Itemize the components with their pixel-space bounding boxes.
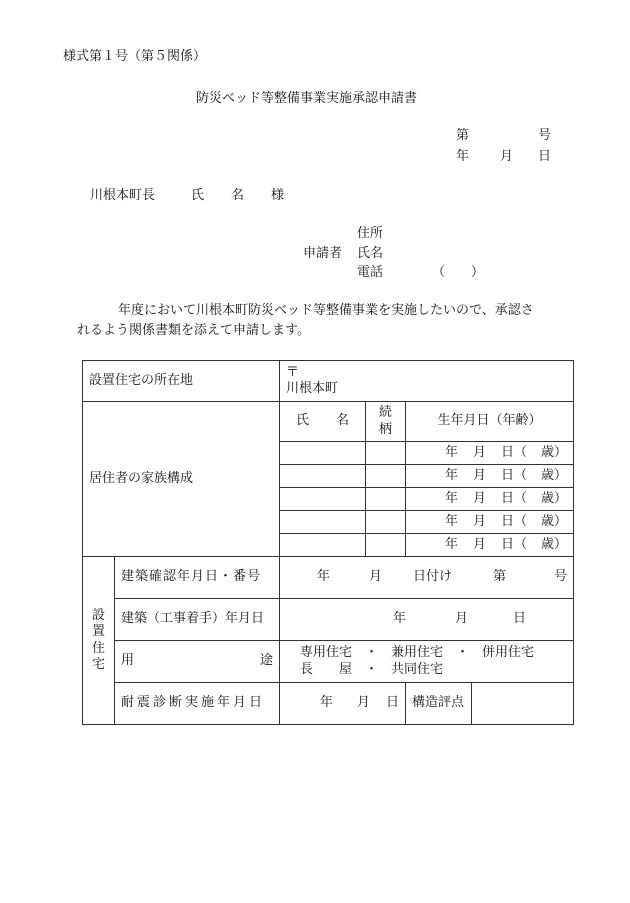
- applicant-label: 申請者: [303, 246, 343, 261]
- birth-month: 月: [473, 490, 487, 506]
- family-label: 居住者の家族構成: [83, 402, 280, 557]
- seismic-day: 日: [386, 695, 400, 711]
- family-col-name: [280, 402, 366, 442]
- structure-label: 構造評点: [406, 683, 472, 725]
- body-text-line1: 年度において川根本町防災ベッド等整備事業を実施したいので、承認さ: [118, 303, 534, 318]
- house-side-char: 住: [91, 640, 105, 656]
- birth-day: 日（: [501, 490, 528, 506]
- applicant-phone-label: 電話: [357, 265, 384, 280]
- seismic-date: [280, 683, 406, 725]
- birth-age: 歳）: [541, 536, 568, 552]
- date-day: 日: [538, 149, 552, 164]
- build-confirm-row: [83, 557, 574, 599]
- birth-month: 月: [473, 513, 487, 529]
- birth-age: 歳）: [541, 467, 568, 483]
- build-confirm-month: 月: [369, 569, 383, 585]
- seismic-label: 耐震診断実施年月日: [115, 683, 280, 725]
- family-col-birth: 生年月日（年齢）: [406, 402, 574, 442]
- seismic-year: 年: [319, 695, 333, 711]
- house-side-char: 宅: [91, 656, 105, 672]
- construction-year: 年: [393, 611, 407, 627]
- usage-value: [280, 641, 574, 683]
- construction-row: [83, 599, 574, 641]
- construction-month: 月: [455, 611, 469, 627]
- build-confirm-go: 号: [554, 569, 568, 585]
- birth-day: 日（: [501, 444, 528, 460]
- family-relation-cell: [366, 511, 406, 534]
- addressee-sama: 様: [271, 188, 285, 203]
- applicant-name-label: 氏名: [357, 246, 384, 261]
- construction-value: [280, 599, 574, 641]
- usage-options-line2: 長 屋 ・ 共同住宅: [300, 661, 444, 677]
- usage-label-2: 途: [260, 653, 274, 669]
- usage-label: [115, 641, 280, 683]
- body-text-line2: れるよう関係書類を添えて申請します。: [77, 323, 310, 338]
- addressee-mei: 名: [231, 188, 245, 203]
- family-col-relation: [366, 402, 406, 442]
- family-relation-cell: [366, 465, 406, 488]
- birth-month: 月: [473, 444, 487, 460]
- addressee-shi: 氏: [191, 188, 205, 203]
- build-confirm-no: 第: [493, 569, 507, 585]
- family-col-relation-2: 柄: [379, 421, 393, 437]
- family-name-cell: [280, 488, 366, 511]
- build-confirm-label: 建築確認年月日・番号: [115, 557, 280, 599]
- family-birth-cell: [406, 465, 574, 488]
- family-relation-cell: [366, 488, 406, 511]
- family-name-cell: [280, 511, 366, 534]
- house-side-char: 設: [91, 608, 105, 623]
- family-relation-cell: [366, 442, 406, 465]
- addressee-title: 川根本町長: [90, 188, 156, 203]
- birth-age: 歳）: [541, 444, 568, 460]
- family-relation-cell: [366, 534, 406, 557]
- build-confirm-value: [280, 557, 574, 599]
- family-birth-cell: [406, 488, 574, 511]
- location-label: 設置住宅の所在地: [83, 361, 280, 402]
- postal-mark: 〒: [286, 364, 300, 380]
- family-birth-cell: [406, 511, 574, 534]
- town-name: 川根本町: [286, 381, 339, 396]
- birth-day: 日（: [501, 467, 528, 483]
- build-confirm-day: 日付け: [413, 569, 453, 585]
- usage-row: [83, 641, 574, 683]
- birth-day: 日（: [501, 513, 528, 529]
- document-title: 防災ベッド等整備事業実施承認申請書: [196, 91, 418, 106]
- family-name-cell: [280, 534, 366, 557]
- family-col-relation-1: 続: [379, 405, 393, 421]
- birth-month: 月: [473, 467, 487, 483]
- seismic-row: [83, 683, 574, 725]
- birth-year: 年: [445, 444, 459, 460]
- structure-value: [472, 683, 574, 725]
- location-value: [280, 361, 574, 402]
- birth-year: 年: [445, 513, 459, 529]
- birth-year: 年: [445, 536, 459, 552]
- family-birth-cell: [406, 442, 574, 465]
- date-month: 月: [500, 149, 514, 164]
- family-col-name-shi: 氏: [296, 413, 310, 429]
- house-side-label: [83, 557, 115, 725]
- doc-no-prefix: 第: [456, 128, 470, 143]
- birth-month: 月: [473, 536, 487, 552]
- construction-day: 日: [513, 611, 527, 627]
- applicant-address-label: 住所: [357, 226, 384, 241]
- family-name-cell: [280, 442, 366, 465]
- usage-label-1: 用: [121, 653, 135, 669]
- construction-label: 建築（工事着手）年月日: [115, 599, 280, 641]
- birth-year: 年: [445, 490, 459, 506]
- family-col-name-mei: 名: [336, 413, 350, 429]
- doc-no-suffix: 号: [538, 128, 552, 143]
- date-year: 年: [456, 149, 470, 164]
- usage-options-line1: 専用住宅 ・ 兼用住宅 ・ 併用住宅: [300, 645, 535, 661]
- birth-year: 年: [445, 467, 459, 483]
- seismic-month: 月: [356, 695, 370, 711]
- family-header-row: [83, 402, 574, 442]
- house-side-char: 置: [91, 624, 105, 640]
- applicant-phone-paren: （ ）: [432, 265, 485, 280]
- family-name-cell: [280, 465, 366, 488]
- application-table: [82, 360, 574, 725]
- family-birth-cell: [406, 534, 574, 557]
- birth-age: 歳）: [541, 490, 568, 506]
- build-confirm-year: 年: [317, 569, 331, 585]
- location-row: [83, 361, 574, 402]
- form-number: 様式第１号（第５関係）: [63, 49, 207, 64]
- birth-age: 歳）: [541, 513, 568, 529]
- birth-day: 日（: [501, 536, 528, 552]
